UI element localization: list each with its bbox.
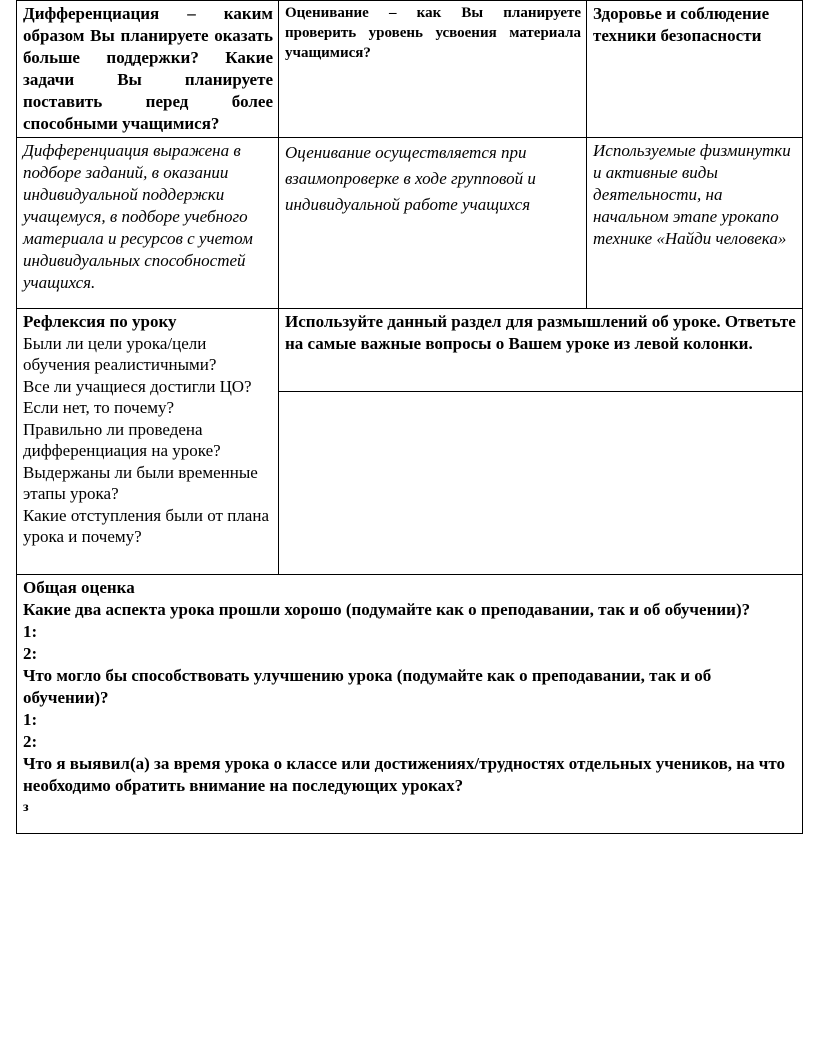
reflection-cell: [17, 309, 279, 575]
reflection-row-top: [17, 309, 803, 392]
reflection-question: Правильно ли проведена дифференциация на уроке?: [23, 419, 221, 460]
summary-item: 1:: [23, 710, 38, 729]
reflection-question: Какие отступления были от плана урока и почему?: [23, 505, 269, 546]
header-health: Здоровье и соблюдение техники безопасности: [587, 1, 803, 138]
summary-question-1: Какие два аспекта урока прошли хорошо (подумайте как о преподавании, так и об обучении)?: [23, 600, 751, 619]
reflection-question: Если нет, то почему?: [23, 398, 175, 417]
header-differentiation: Дифференциация – каким образом Вы планируете оказать больше поддержки? Какие задачи Вы планируете поставить перед более способными учащимися?: [17, 1, 279, 138]
answer-health: Используемые физминутки и активные виды деятельности, на начальном этапе урокапо технике «Найди человека»: [587, 138, 803, 309]
reflection-title: Рефлексия по уроку: [23, 312, 177, 331]
summary-item: 2:: [23, 644, 38, 663]
reflection-instruction: Используйте данный раздел для размышлений об уроке. Ответьте на самые важные вопросы о Вашем уроке из левой колонки.: [279, 309, 803, 392]
summary-title: Общая оценка: [23, 578, 135, 597]
reflection-answer-area: [279, 392, 803, 575]
summary-question-2: Что могло бы способствовать улучшению урока (подумайте как о преподавании, так и об обучении)?: [23, 666, 712, 707]
answer-differentiation: Дифференциация выражена в подборе заданий, в оказании индивидуальной поддержки учащемуся, в подборе учебного материала и ресурсов с учетом индивидуальных способностей учащихся.: [17, 138, 279, 309]
summary-cell: [17, 575, 803, 834]
reflection-question: Были ли цели урока/цели обучения реалистичными?: [23, 333, 217, 374]
header-row: [17, 1, 803, 138]
header-assessment: Оценивание – как Вы планируете проверить уровень усвоения материала учащимися?: [279, 1, 587, 138]
reflection-question: Выдержаны ли были временные этапы урока?: [23, 462, 258, 503]
lesson-plan-table: [16, 0, 803, 834]
summary-question-3: Что я выявил(а) за время урока о классе или достижениях/трудностях отдельных учеников, на что необходимо обратить внимание на последующих уроках?: [23, 754, 786, 795]
summary-item: з: [23, 800, 29, 815]
answers-row: [17, 138, 803, 309]
summary-item: 2:: [23, 732, 38, 751]
summary-row: [17, 575, 803, 834]
reflection-question: Все ли учащиеся достигли ЦО?: [23, 376, 252, 396]
summary-item: 1:: [23, 622, 38, 641]
answer-assessment: Оценивание осуществляется при взаимопроверке в ходе групповой и индивидуальной работе учащихся: [279, 138, 587, 309]
